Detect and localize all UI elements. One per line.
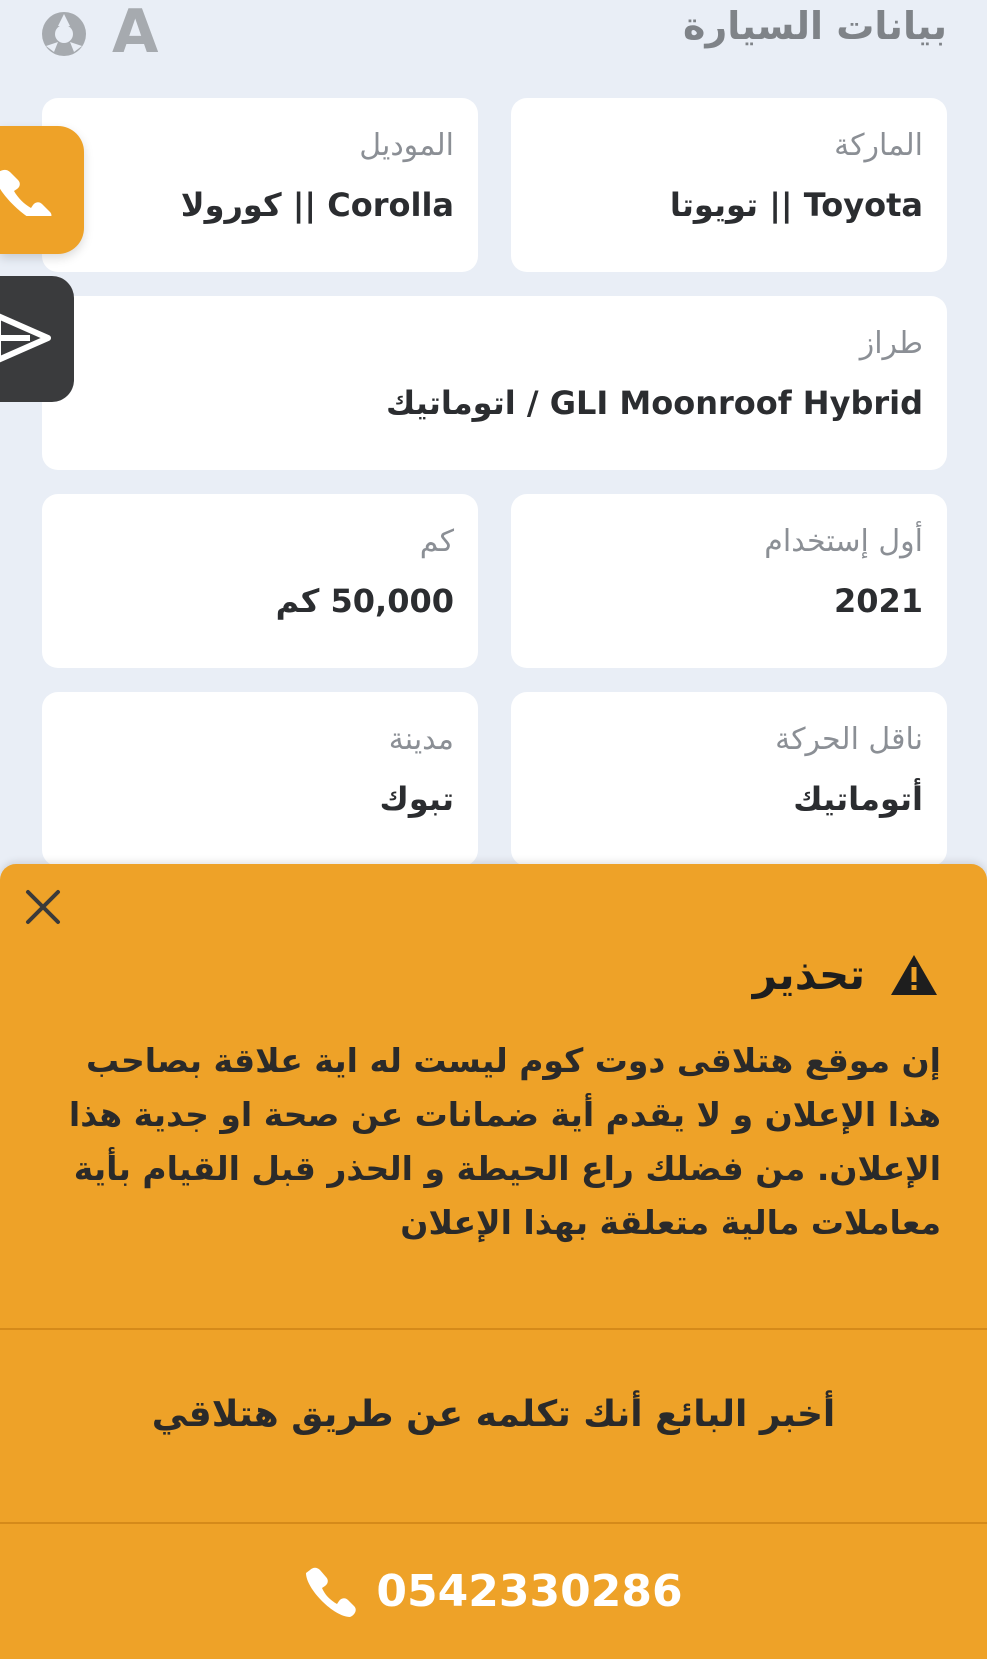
model-label: الموديل <box>359 128 454 163</box>
floating-call-button[interactable] <box>0 126 84 254</box>
tell-seller-text: أخبر البائع أنك تكلمه عن طريق هتلاقي <box>151 1394 836 1435</box>
trim-card <box>42 296 947 470</box>
trim-label: طراز <box>859 326 923 361</box>
city-label: مدينة <box>388 722 454 757</box>
warning-header <box>753 950 939 999</box>
section-title: بيانات السيارة <box>682 4 947 48</box>
brand-value: Toyota || تويوتا <box>669 186 923 224</box>
warning-title: تحذير <box>752 950 865 999</box>
close-button[interactable] <box>22 886 64 928</box>
recycle-icon[interactable] <box>38 8 90 60</box>
warning-triangle-icon <box>889 953 939 997</box>
font-size-icon[interactable]: A <box>112 0 159 67</box>
share-icon <box>0 310 52 366</box>
trim-value: GLI Moonroof Hybrid / اتوماتيك <box>385 384 923 422</box>
divider <box>0 1328 987 1330</box>
floating-share-button[interactable] <box>0 276 74 402</box>
mileage-card <box>42 494 478 668</box>
first-use-label: أول إستخدام <box>764 524 923 559</box>
phone-icon <box>0 164 56 216</box>
mileage-value: 50,000 كم <box>275 582 454 620</box>
seller-phone-number: 0542330286 <box>376 1565 683 1617</box>
divider <box>0 1522 987 1524</box>
warning-body: إن موقع هتلاقى دوت كوم ليست له اية علاقة بصاحب هذا الإعلان و لا يقدم أية ضمانات عن صحة او جدية هذا الإعلان. من فضلك راع الحيطة و الحذر قبل القيام بأية معاملات مالية متعلقة بهذا الإعلان <box>68 1041 941 1242</box>
transmission-value: أتوماتيك <box>793 780 923 818</box>
brand-card <box>511 98 947 272</box>
mileage-label: كم <box>419 524 454 559</box>
brand-label: الماركة <box>834 128 923 163</box>
warning-panel <box>0 864 987 1659</box>
city-value: تبوك <box>379 780 454 818</box>
model-value: Corolla || كورولا <box>180 186 454 224</box>
phone-icon <box>304 1564 358 1618</box>
first-use-card <box>511 494 947 668</box>
call-seller-button[interactable] <box>0 1564 987 1618</box>
model-card <box>42 98 478 272</box>
first-use-value: 2021 <box>833 582 923 620</box>
transmission-label: ناقل الحركة <box>775 722 923 757</box>
close-icon <box>22 886 64 928</box>
city-card <box>42 692 478 866</box>
transmission-card <box>511 692 947 866</box>
